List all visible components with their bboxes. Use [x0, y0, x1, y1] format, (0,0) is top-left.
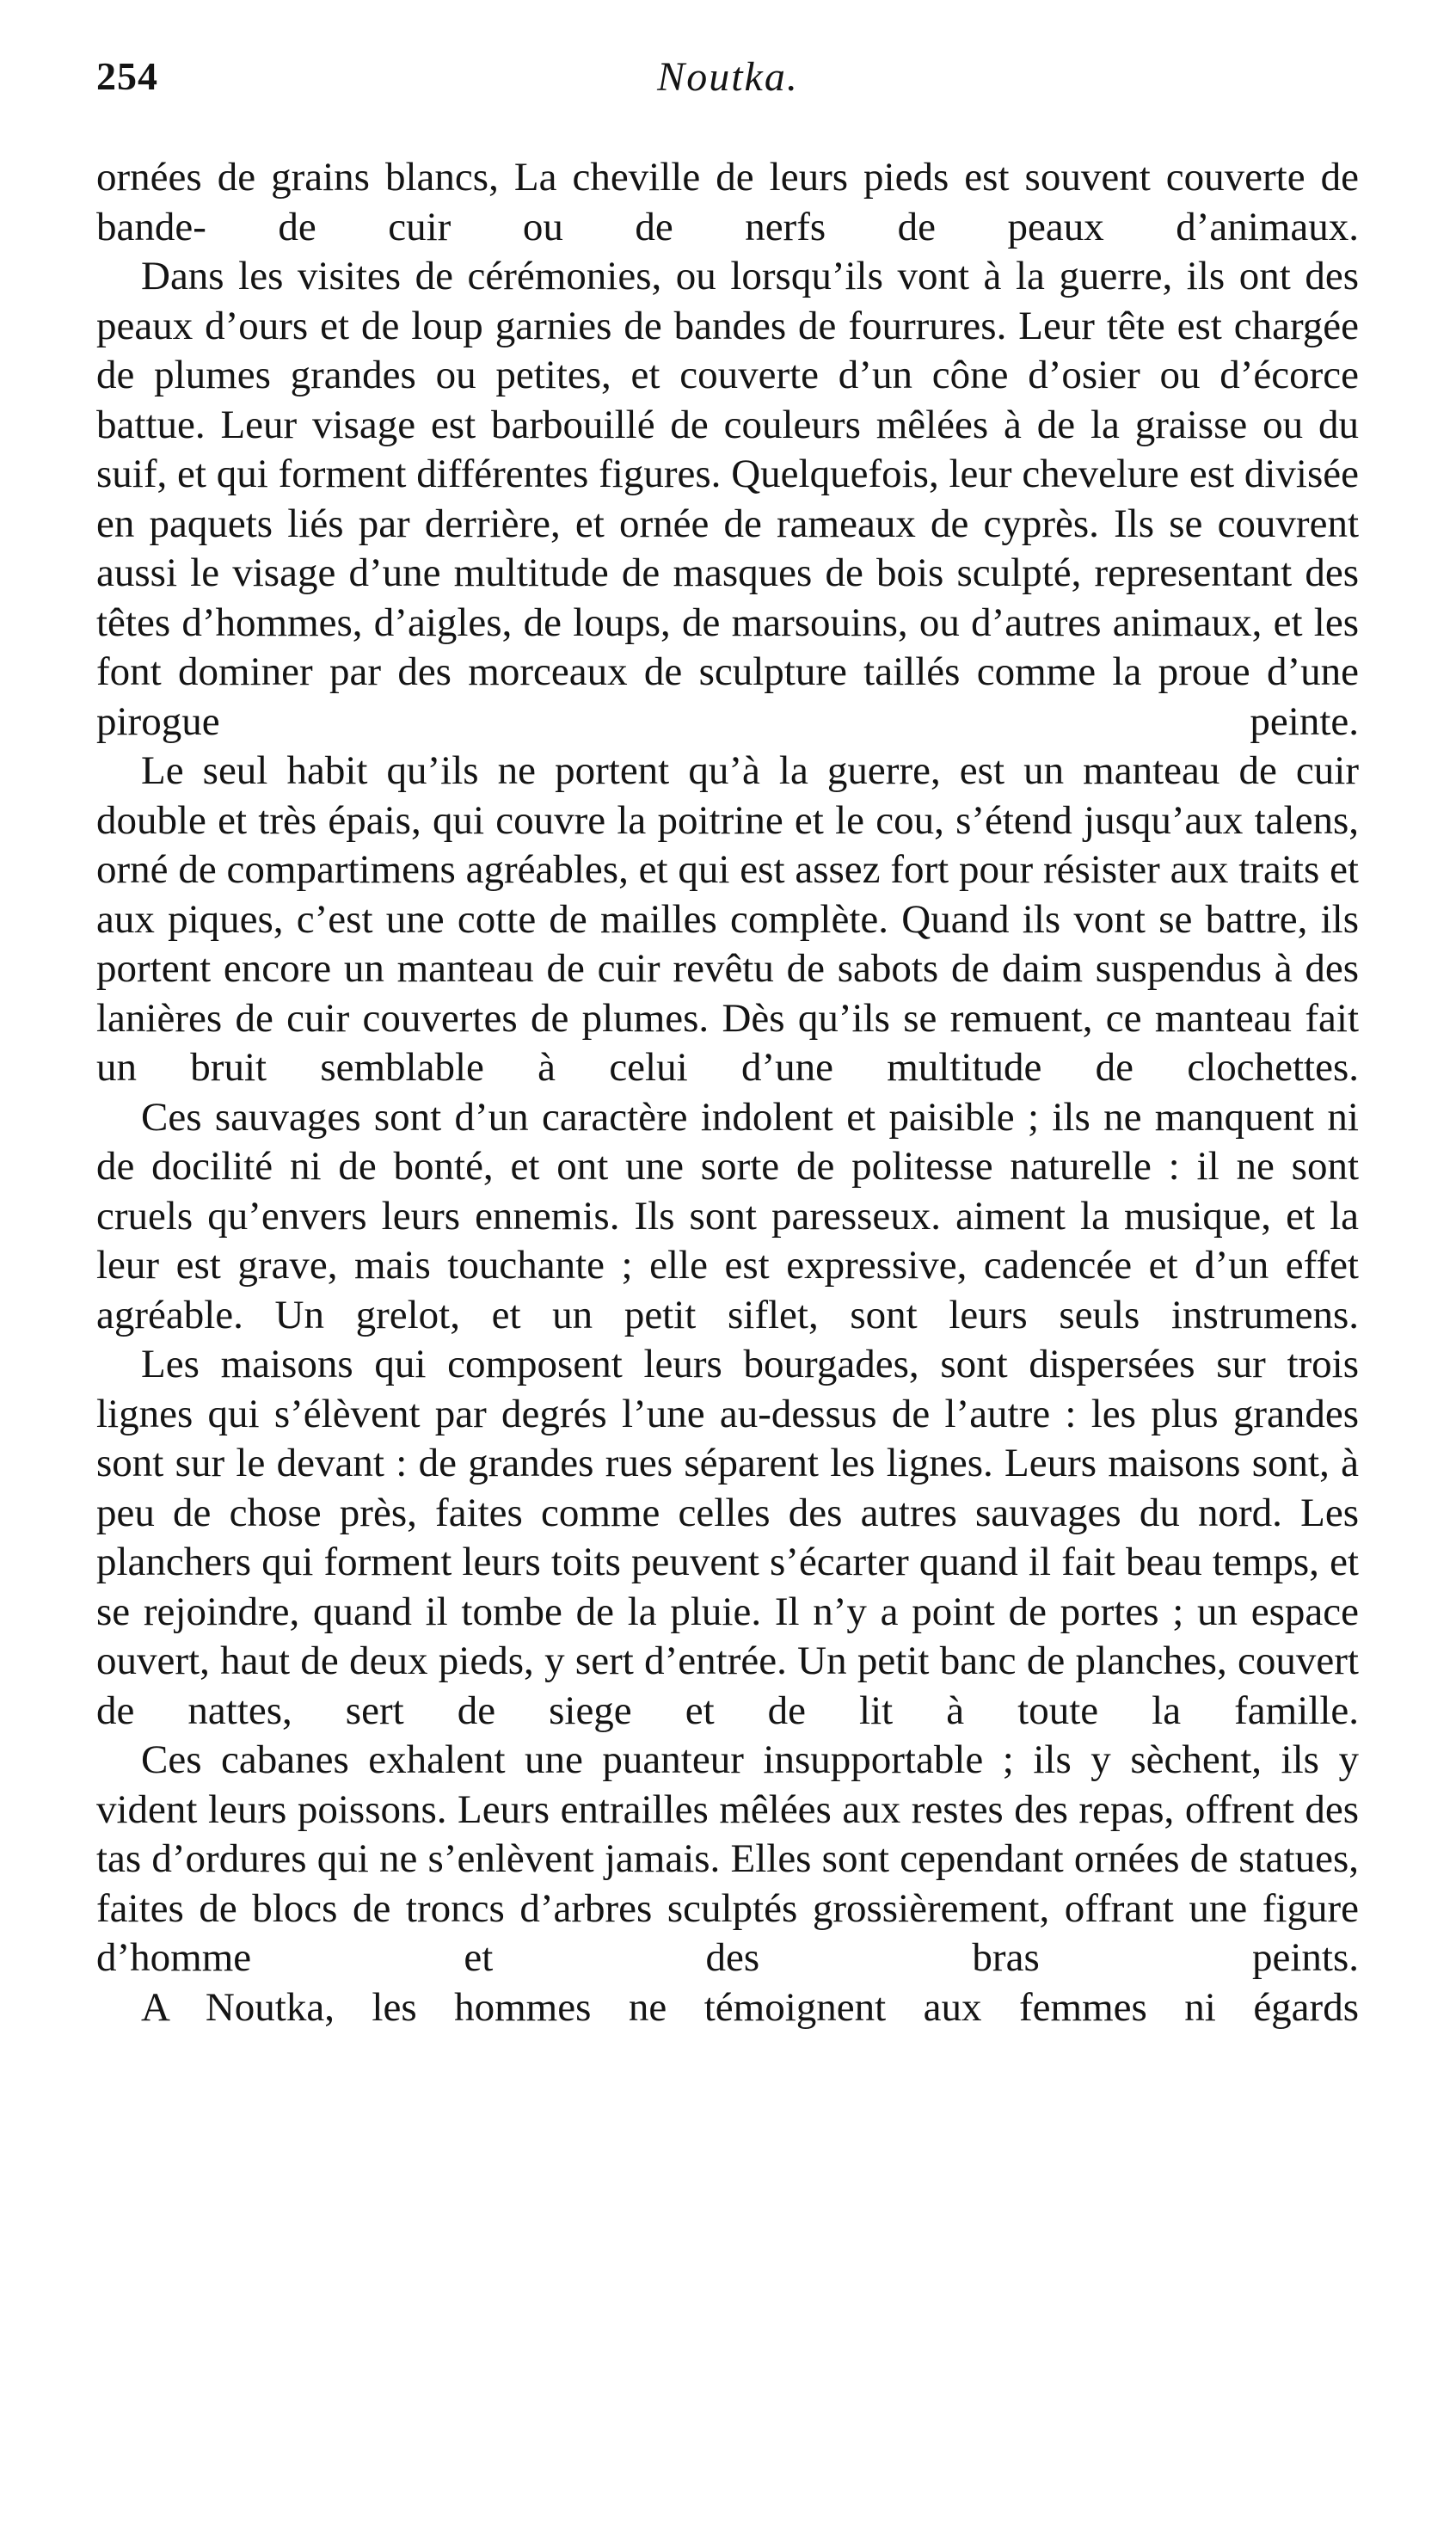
body-text — [96, 153, 1359, 2032]
page-header — [96, 53, 1360, 114]
paragraph: ornées de grains blancs, La cheville de leurs pieds est souvent couverte de bande- de cuir ou de nerfs de peaux d’animaux. — [96, 155, 1359, 249]
paragraph: Le seul habit qu’ils ne portent qu’à la guerre, est un manteau de cuir double et très épais, qui couvre la poitrine et le cou, s’étend jusqu’aux talens, orné de compartimens agréables, et qui est assez fort pour résister aux traits et aux piques, c’est une cotte de mailles complète. Quand ils vont se battre, ils portent encore un manteau de cuir revêtu de sabots de daim suspendus à des lanières de cuir couvertes de plumes. Dès qu’ils se remuent, ce manteau fait un bruit semblable à celui d’une multitude de clochettes. — [96, 748, 1359, 1090]
paragraph: A Noutka, les hommes ne témoignent aux femmes ni égards — [141, 1984, 1359, 2030]
paragraph: Les maisons qui composent leurs bourgades, sont dispersées sur trois lignes qui s’élèvent par degrés l’une au-dessus de l’autre : les plus grandes sont sur le devant : de grandes rues séparent les lignes. Leurs maisons sont, à peu de chose près, faites comme celles des autres sauvages du nord. Les planchers qui forment leurs toits peuvent s’écarter quand il fait beau temps, et se rejoindre, quand il tombe de la pluie. Il n’y a point de portes ; un espace ouvert, haut de deux pieds, y sert d’entrée. Un petit banc de planches, couvert de nattes, sert de siege et de lit à toute la famille. — [96, 1342, 1359, 1733]
paragraph: Ces cabanes exhalent une puanteur insupportable ; ils y sèchent, ils y vident leurs poissons. Leurs entrailles mêlées aux restes des repas, offrent des tas d’ordures qui ne s’enlèvent jamais. Elles sont cependant ornées de statues, faites de blocs de troncs d’arbres sculptés grossièrement, offrant une figure d’homme et des bras peints. — [96, 1737, 1359, 1980]
paragraph: Dans les visites de cérémonies, ou lorsqu’ils vont à la guerre, ils ont des peaux d’ours et de loup garnies de bandes de fourrures. Leur tête est chargée de plumes grandes ou petites, et couverte d’un cône d’osier ou d’écorce battue. Leur visage est barbouillé de couleurs mêlées à de la graisse ou du suif, et qui forment différentes figures. Quelquefois, leur chevelure est divisée en paquets liés par derrière, et ornée de rameaux de cyprès. Ils se couvrent aussi le visage d’une multitude de masques de bois sculpté, representant des têtes d’hommes, d’aigles, de loups, de marsouins, ou d’autres animaux, et les font dominer par des morceaux de sculpture taillés comme la proue d’une pirogue peinte. — [96, 254, 1359, 744]
page-number: 254 — [96, 54, 158, 98]
running-title: Noutka. — [657, 54, 799, 100]
paragraph: Ces sauvages sont d’un caractère indolent et paisible ; ils ne manquent ni de docilité ni de bonté, et ont une sorte de politesse naturelle : il ne sont cruels qu’envers leurs ennemis. Ils sont paresseux. aiment la musique, et la leur est grave, mais touchante ; elle est expressive, cadencée et d’un effet agréable. Un grelot, et un petit siflet, sont leurs seuls instrumens. — [96, 1094, 1359, 1337]
